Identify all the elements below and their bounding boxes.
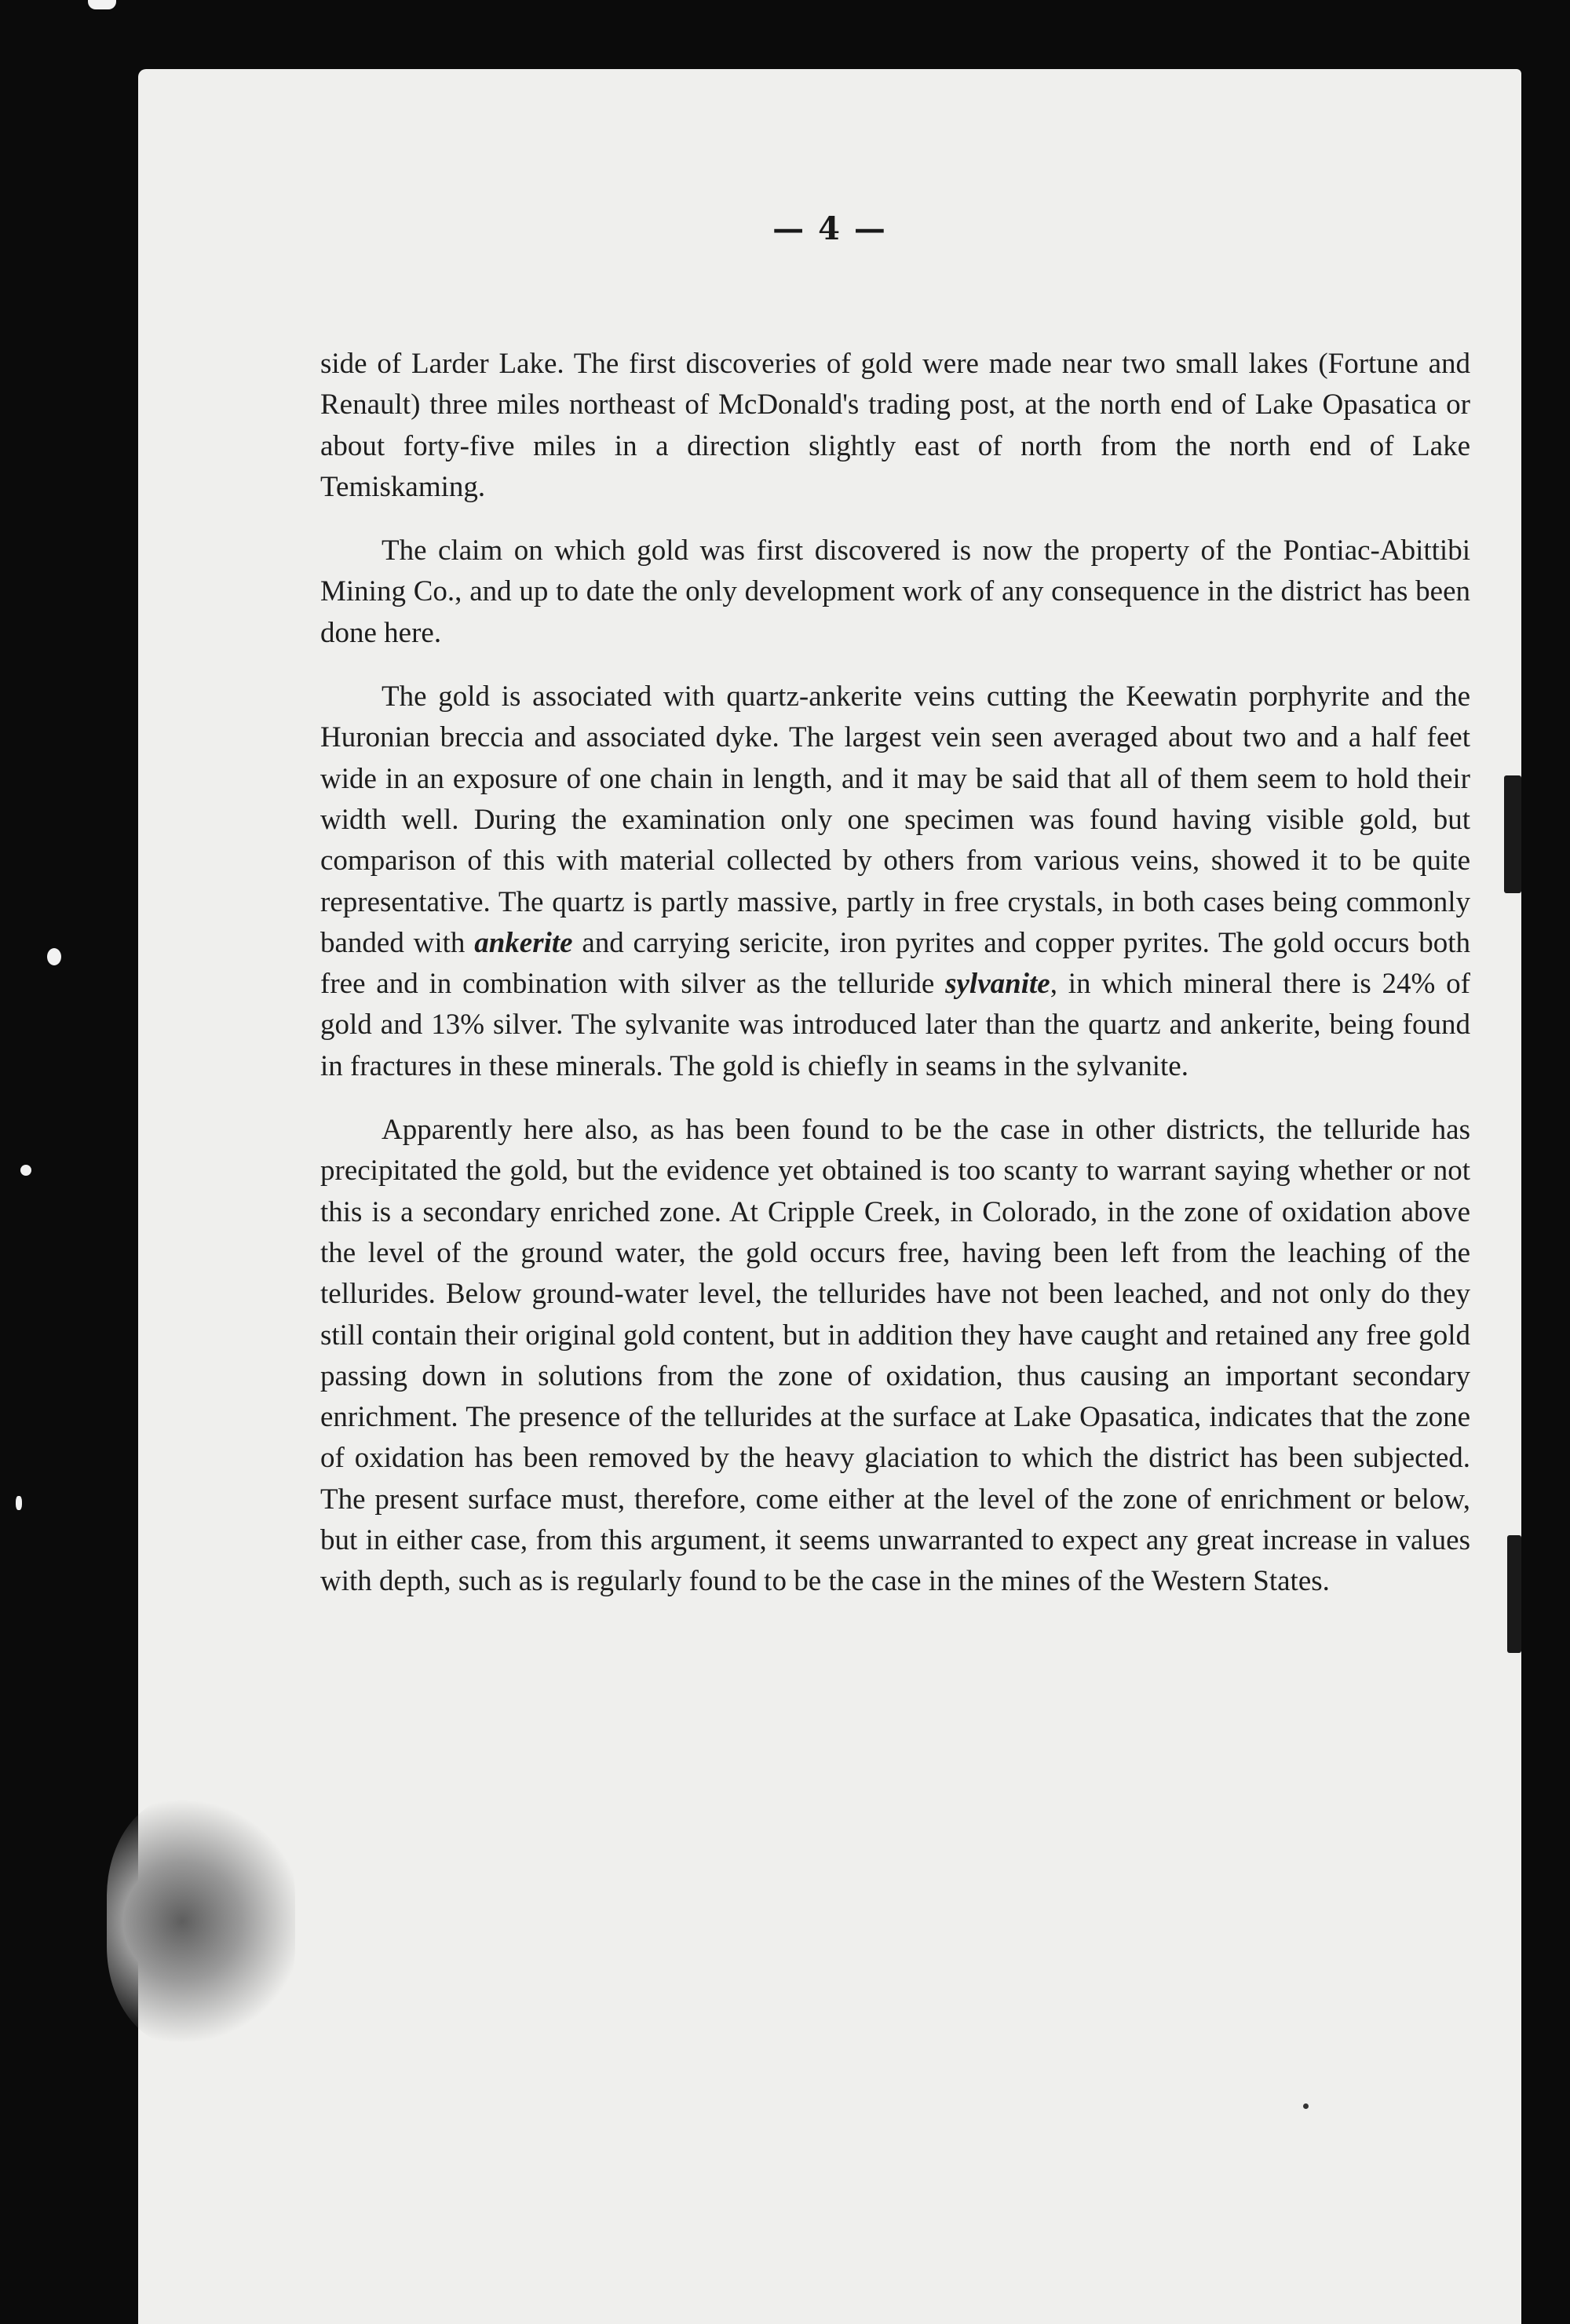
- paragraph-1: side of Larder Lake. The first discoveries of gold were made near two small lakes (Fortune and Renault) three miles northeast of McDonald's trading post, at the north end of Lake Opasatica or about forty-five miles in a direction slightly east of north from the north end of Lake Temiskaming.: [320, 348, 1470, 503]
- paragraph-2: The claim on which gold was first discovered is now the property of the Pontiac-Abittibi Mining Co., and up to date the only development work of any consequence in the district has been done here.: [320, 534, 1470, 649]
- paragraph-3-text-a: The gold is associated with quartz-ankerite veins cutting the Keewatin porphyrite and the Huronian breccia and associated dyke. The largest vein seen averaged about two and a half feet wide in an exposure of one chain in length, and it may be said that all of them seem to hold their width well. During the examination only one specimen was found having visible gold, but comparison of this with material collected by others from various veins, showed it to be quite representative. The quartz is partly massive, partly in free crystals, in both cases being commonly banded with: [320, 680, 1470, 959]
- paragraph-4: Apparently here also, as has been found to be the case in other districts, the telluride has precipitated the gold, but the evidence yet obtained is too scanty to warrant saying whether or not this is a secondary enriched zone. At Cripple Creek, in Colorado, in the zone of oxidation above the level of the ground water, the gold occurs free, having been left from the leaching of the tellurides. Below ground-water level, the tellurides have not been leached, and not only do they still contain their original gold content, but in addition they have caught and retained any free gold passing down in solutions from the zone of oxidation, thus causing an important secondary enrichment. The presence of the tellurides at the surface at Lake Opasatica, indicates that the zone of oxidation has been removed by the heavy glaciation to which the district has been subjected. The present surface must, therefore, come either at the level of the zone of enrichment or below, but in either case, from this argument, it seems unwarranted to expect any great increase in values with depth, such as is regularly found to be the case in the mines of the Western States.: [320, 1114, 1470, 1598]
- binding-mark: [1504, 775, 1521, 893]
- binding-mark: [1507, 1535, 1521, 1653]
- scan-speck: [88, 0, 116, 9]
- scan-speck: [20, 1165, 31, 1176]
- paragraph-3: [320, 677, 1470, 1087]
- scan-speck: [47, 948, 61, 965]
- paper-stain: [107, 1796, 295, 2047]
- scan-speck: [16, 1496, 22, 1510]
- term-ankerite: ankerite: [474, 926, 573, 959]
- paper-dot: [1303, 2103, 1309, 2109]
- page-number: — 4 —: [772, 210, 887, 247]
- document-page: [138, 69, 1521, 2324]
- paragraph-3-text-b: and carrying sericite, iron pyrites and copper pyrites. The gold occurs both free and in combination with silver as the telluride: [320, 926, 1471, 1001]
- paragraph-3-text-c: , in which mineral there is 24% of gold and 13% silver. The sylvanite was introduced later than the quartz and ankerite, being found in fractures in these minerals. The gold is chiefly in seams in the sylvanite.: [320, 968, 1470, 1082]
- body-text: [320, 344, 1470, 1625]
- term-sylvanite: sylvanite: [945, 968, 1050, 1001]
